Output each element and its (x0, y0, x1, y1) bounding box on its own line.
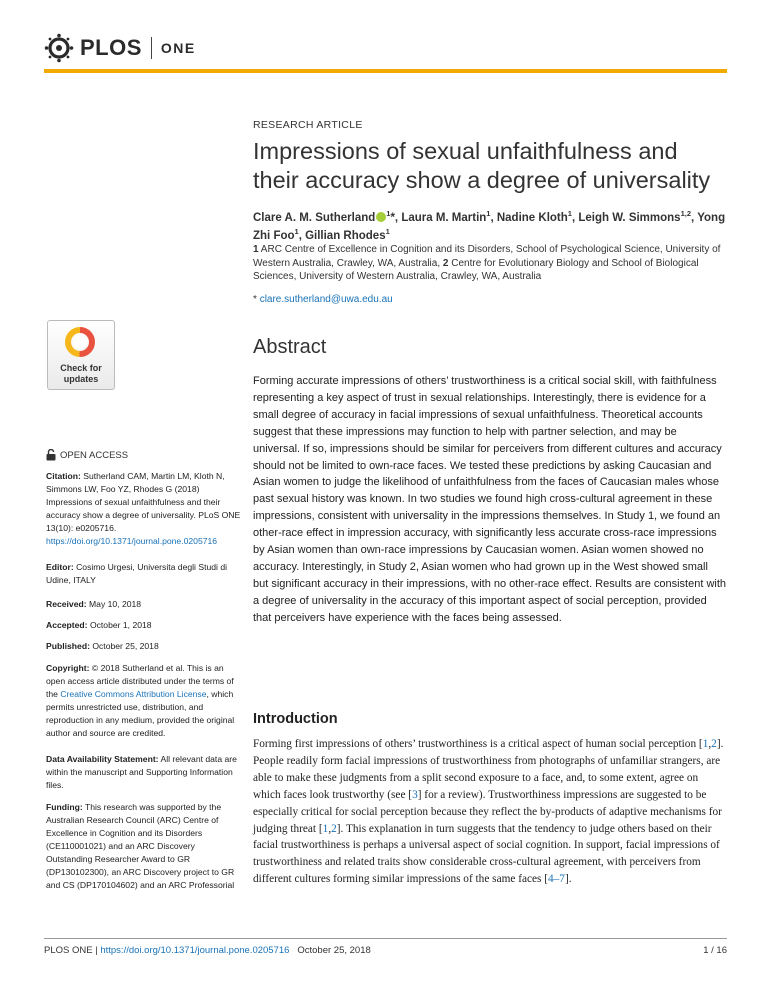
data-availability-label: Data Availability Statement: (46, 754, 159, 764)
author-affil-sup: 1 (294, 227, 299, 237)
corresponding-email (253, 294, 393, 305)
reference-link[interactable]: 2 (331, 822, 337, 835)
intro-text-run: , (708, 738, 712, 750)
author-name[interactable]: Gillian Rhodes (305, 230, 386, 243)
email-link[interactable]: clare.sutherland@uwa.edu.au (259, 294, 393, 305)
badge-line-2: updates (63, 374, 99, 384)
affiliation-text: Centre for Evolutionary Biology and School of Biological Sciences, University of Western Australia, Crawley, WA, Australia (253, 257, 699, 282)
published-date: October 25, 2018 (92, 641, 159, 651)
author-name[interactable]: Yong Zhi Foo (253, 211, 726, 243)
header-accent-bar (44, 69, 727, 73)
accepted-date: October 1, 2018 (89, 620, 152, 630)
abstract-heading: Abstract (253, 336, 327, 358)
intro-text-run: , (328, 822, 332, 835)
affiliation-number: 2 (442, 257, 449, 269)
copyright-text-2: , which permits unrestricted use, distribution, and reproduction in any medium, provided the original author and source are credited. (46, 689, 235, 738)
copyright-text-1: © 2018 Sutherland et al. This is an open access article distributed under the terms of the (46, 663, 234, 699)
footer-journal: PLOS ONE | (44, 945, 98, 956)
author-name[interactable]: Laura M. Martin (401, 211, 487, 224)
badge-line-1: Check for (60, 363, 102, 373)
open-access-text: OPEN ACCESS (60, 449, 129, 461)
published-block (46, 640, 241, 653)
journal-name: ONE (160, 40, 196, 56)
abstract-text: Forming accurate impressions of others’ trustworthiness is a critical social skill, with faithfulness representing a key aspect of trust in sexual relationships. Interestingly, there is evidence for a small degree of accuracy in facial impressions of sexual unfaithfulness. Theoretical accounts suggest that these impressions may function to help with partner selection, and may be universal. If so, impressions should be similar for perceivers from different cultures and accuracy should not be limited to own-race faces. We tested these predictions by asking Caucasian and Asian women to judge the likelihood of unfaithfulness from the faces of Caucasian males whose past sexual history was known. In two studies we found high cross-cultural agreement in these impressions, consistent with universality in the impressions themselves. In Study 1, we found an other-race effect in impression accuracy, with significantly less accurate cross-race impressions by Asian women than own-race impressions by Caucasian women. Asian women showed no accuracy. Interestingly, in Study 2, Asian women who had grown up in the West showed small but significant accuracy in their impressions, with no other-race effect. Results are consistent with a degree of universality in the accuracy of this important aspect of social perception, provided that perceivers have experience with the faces being assessed. (253, 375, 727, 624)
author-affil-sup: 1,2 (680, 209, 692, 218)
published-label: Published: (46, 641, 90, 651)
accepted-label: Accepted: (46, 620, 88, 630)
intro-text-run: ] for a review). Trustworthiness impressions are suggested to be especially critical for social perception because they reflect the by-products of adaptive mechanisms for judging threat [ (253, 788, 722, 835)
brand-name: PLOS (80, 35, 142, 60)
orcid-icon[interactable] (376, 212, 386, 222)
reference-link[interactable]: 1 (322, 822, 329, 835)
data-availability-block (46, 753, 241, 792)
citation-label: Citation: (46, 471, 81, 481)
plos-one-logo[interactable] (44, 33, 196, 63)
reference-link[interactable]: 3 (412, 788, 418, 801)
copyright-block (46, 662, 241, 740)
copyright-label: Copyright: (46, 663, 90, 673)
introduction-paragraph (253, 736, 726, 888)
data-availability-text: All relevant data are within the manuscript and Supporting Information files. (46, 754, 237, 790)
author-affil-sup: 1 (385, 227, 390, 237)
footer-date: October 25, 2018 (297, 945, 371, 956)
author-affil-sup: 1 (567, 209, 572, 218)
footer-divider (44, 938, 727, 939)
author-name[interactable]: Clare A. M. Sutherland (253, 211, 376, 224)
introduction-heading: Introduction (253, 711, 338, 727)
open-access-label (46, 449, 128, 461)
plos-logo-icon (44, 33, 74, 63)
intro-text-run: ]. People readily form facial impressions of trustworthiness from photographs of unfamiliar strangers, are able to make these judgments from a split second exposure to a face, and, to some extent, agree on which faces look trustworthy (see [ (253, 738, 724, 801)
footer-citation (44, 945, 371, 956)
logo-divider (151, 37, 152, 59)
intro-text-run: ]. This explanation in turn suggests that the tendency to judge others based on their facial trustworthiness is perhaps a universal aspect of social cognition. In support, facial impressions of trustworthiness and related traits show considerable cross-cultural agreement, with perceivers from different cultures forming similar impressions of the same faces [ (253, 822, 720, 886)
footer-doi-link[interactable]: https://doi.org/10.1371/journal.pone.0205716 (100, 945, 290, 956)
received-date: May 10, 2018 (89, 599, 142, 609)
reference-link[interactable]: 2 (711, 738, 717, 750)
open-lock-icon (46, 449, 56, 461)
check-updates-icon (64, 326, 96, 358)
author-name[interactable]: Leigh W. Simmons (578, 211, 681, 224)
reference-link[interactable]: 4–7 (548, 873, 565, 886)
received-block (46, 598, 241, 611)
email-star: * (253, 294, 257, 305)
received-label: Received: (46, 599, 87, 609)
editor-label: Editor: (46, 562, 74, 572)
editor-block (46, 561, 241, 587)
affiliation-text: ARC Centre of Excellence in Cognition and its Disorders, School of Psychological Science, University of Western Australia, Crawley, WA, Australia, (253, 244, 721, 269)
affiliations (253, 243, 723, 284)
author-name[interactable]: Nadine Kloth (496, 211, 568, 224)
accepted-block (46, 619, 241, 632)
editor-text: Cosimo Urgesi, Universita degli Studi di Udine, ITALY (46, 562, 228, 585)
page-number: 1 / 16 (703, 945, 727, 956)
author-affil-sup: 1 (486, 209, 491, 218)
affiliation-number: 1 (253, 244, 259, 255)
funding-label: Funding: (46, 802, 83, 812)
license-link[interactable]: Creative Commons Attribution License (60, 689, 207, 699)
funding-text: This research was supported by the Australian Research Council (ARC) Centre of Excellence in Cognition and its Disorders (CE110001021) and an ARC Discovery Outstanding Researcher Award to GR (DP130102300), an ARC Discovery project to GR and CS (DP170104602) and an ARC Professorial (46, 802, 235, 890)
article-title: Impressions of sexual unfaithfulness and their accuracy show a degree of universality (253, 138, 711, 193)
author-affil-sup: 1 (386, 209, 391, 218)
citation-block (46, 470, 241, 548)
intro-text-run: ]. (564, 873, 572, 886)
check-for-updates-badge[interactable] (47, 320, 115, 390)
citation-text: Sutherland CAM, Martin LM, Kloth N, Simmons LW, Foo YZ, Rhodes G (2018) Impressions of sexual unfaithfulness and their accuracy show a degree of universality. PLoS ONE 13(10): e0205716. (46, 471, 241, 533)
intro-text-run: Forming first impressions of others’ trustworthiness is a critical aspect of human social perception [ (253, 738, 703, 750)
author-list: Clare A. M. Sutherland $^1$*, Laura M. Martin$^1$, Nadine Kloth$^1$, Leigh W. Simmons$^{1,2}$, Yong Zhi Foo$^1$, Gillian Rhodes$^1$ (253, 209, 726, 243)
citation-doi-link[interactable]: https://doi.org/10.1371/journal.pone.0205716 (46, 536, 218, 546)
reference-link[interactable]: 1 (702, 738, 709, 750)
article-type: RESEARCH ARTICLE (253, 119, 363, 131)
funding-block (46, 801, 241, 892)
corresponding-star[interactable]: * (390, 211, 395, 224)
